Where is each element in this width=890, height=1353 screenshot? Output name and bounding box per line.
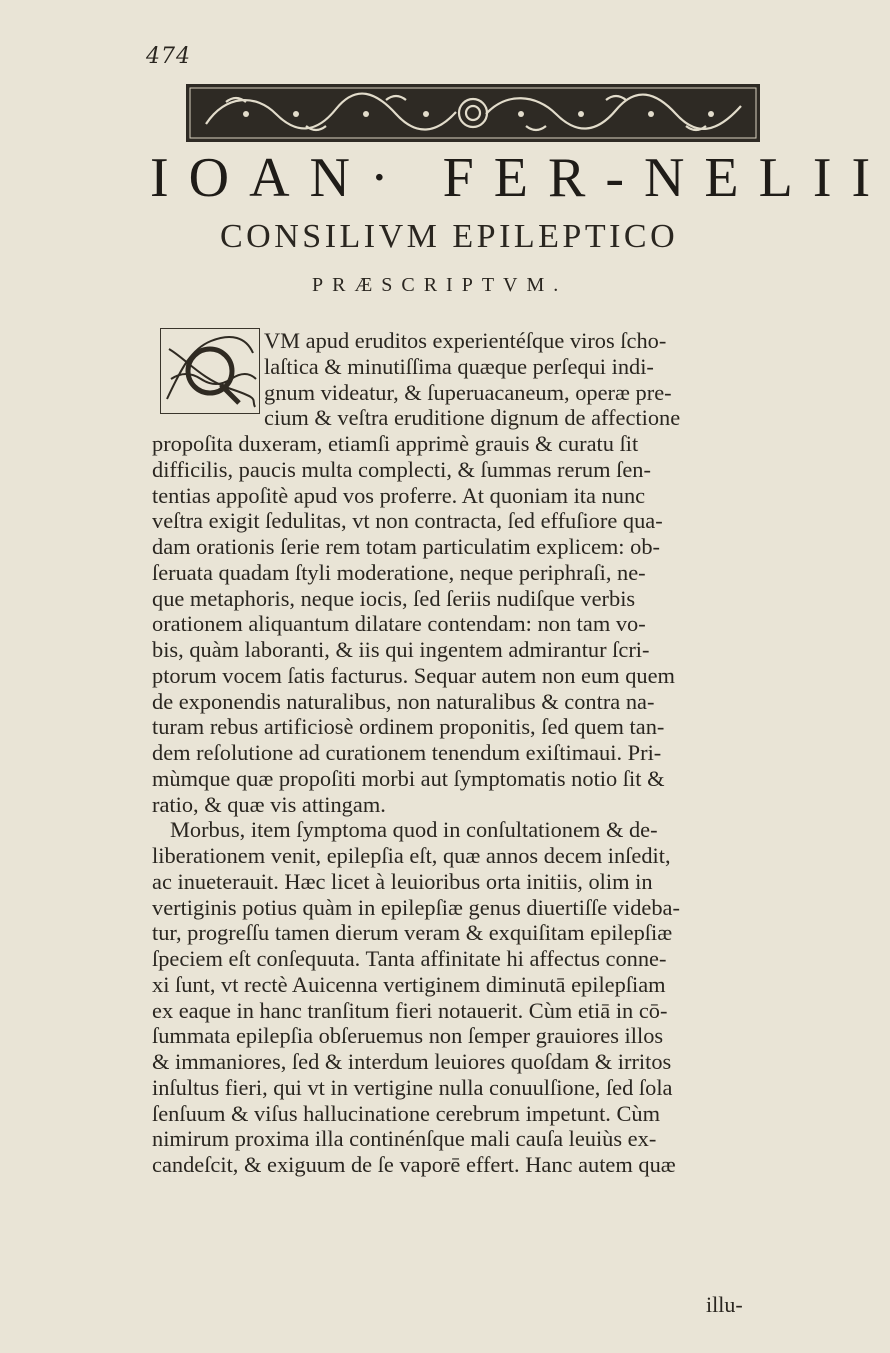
text-line: dam orationis ſerie rem totam particulatim explicem: ob- <box>152 534 660 559</box>
text-line: ſpeciem eſt conſequuta. Tanta affinitate hi affectus conne- <box>152 946 667 971</box>
text-line: tur, progreſſu tamen dierum veram & exquiſitam epilepſiæ <box>152 920 673 946</box>
text-line: laſtica & minutiſſima quæque perſequi indi- <box>264 353 654 379</box>
text-line: ſeruata quadam ſtyli moderatione, neque periphraſi, ne- <box>152 559 646 585</box>
text-line: nimirum proxima illa continénſque mali cauſa leuiùs ex- <box>152 1126 657 1152</box>
text-line: vertiginis potius quàm in epilepſiæ genus diuertiſſe videba- <box>152 894 680 920</box>
text-line: Morbus, item ſymptoma quod in conſultationem & de- <box>170 817 658 843</box>
text-line: gnum videatur, & ſuperuacaneum, operæ pre- <box>264 379 672 405</box>
subtitle-heading: PRÆSCRIPTVM. <box>312 274 568 296</box>
text-line: ptorum vocem ſatis facturus. Sequar autem non eum quem <box>152 662 675 688</box>
text-line: propoſita duxeram, etiamſi apprimè grauis & curatu ſit <box>152 431 639 456</box>
text-line: orationem aliquantum dilatare contendam: non tam vo- <box>152 611 646 637</box>
text-line: veſtra exigit ſedulitas, vt non contracta, ſed effuſiore qua- <box>152 508 663 534</box>
text-line: & immaniores, ſed & interdum leuiores quoſdam & irritos <box>152 1049 672 1074</box>
text-line: ſenſuum & viſus hallucinatione cerebrum impetunt. Cùm <box>152 1100 661 1126</box>
text-line: bis, quàm laboranti, & iis qui ingentem admirantur ſcri- <box>152 637 650 662</box>
text-line: VM apud eruditos experientéſque viros ſcho- <box>264 328 667 353</box>
text-line: xi ſunt, vt rectè Auicenna vertiginem diminutā epilepſiam <box>152 971 666 997</box>
text-line: ratio, & quæ vis attingam. <box>152 791 386 817</box>
text-line: ac inueterauit. Hæc licet à leuioribus orta initiis, olim in <box>152 868 653 894</box>
text-line: liberationem venit, epilepſia eſt, quæ annos decem inſedit, <box>152 843 671 868</box>
text-line: ſummata epilepſia obſeruemus non ſemper grauiores illos <box>152 1023 664 1049</box>
text-line: ex eaque in hanc tranſitum fieri notauerit. Cùm etiā in cō- <box>152 997 668 1023</box>
title-heading: CONSILIVM EPILEPTICO <box>220 218 679 255</box>
text-line: cium & veſtra eruditione dignum de affectione <box>264 405 681 431</box>
catchword: illu- <box>706 1292 743 1317</box>
text-line: dem reſolutione ad curationem tenendum exiſtimaui. Pri- <box>152 740 662 765</box>
text-line: tentias appoſitè apud vos proferre. At quoniam ita nunc <box>152 482 646 508</box>
ornamental-headpiece <box>186 84 760 142</box>
text-line: de exponendis naturalibus, non naturalibus & contra na- <box>152 688 655 714</box>
text-line: que metaphoris, neque iocis, ſed ſeriis nudiſque verbis <box>152 585 636 611</box>
text-line: difficilis, paucis multa complecti, & ſummas rerum ſen- <box>152 456 651 482</box>
text-line: turam rebus artificiosè ordinem proponitis, ſed quem tan- <box>152 714 665 740</box>
page-number: 474 <box>146 44 191 69</box>
text-line: candeſcit, & exiguum de ſe vaporē effert. Hanc autem quæ <box>152 1152 676 1177</box>
body-text <box>152 328 782 1178</box>
author-heading: IOAN· FER-NELII <box>150 147 890 209</box>
text-line: mùmque quæ propoſiti morbi aut ſymptomatis notio ſit & <box>152 765 665 791</box>
text-line: inſultus fieri, qui vt in vertigine nulla conuulſione, ſed ſola <box>152 1074 673 1100</box>
